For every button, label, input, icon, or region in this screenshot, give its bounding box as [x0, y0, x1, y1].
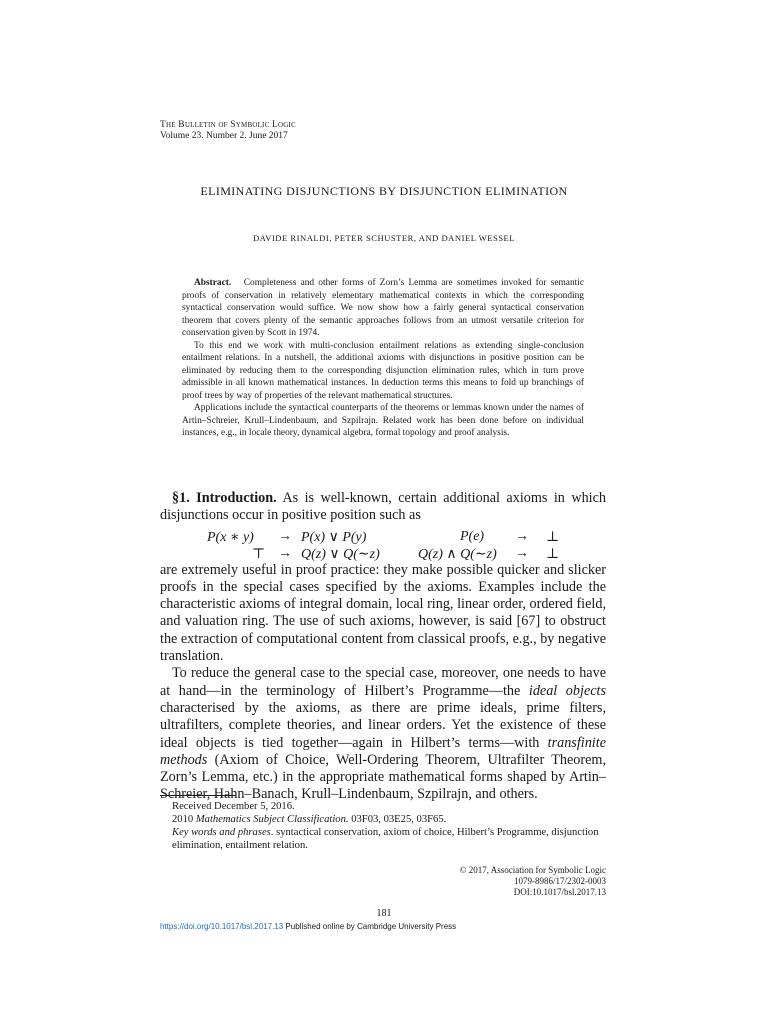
msc-year: 2010	[172, 814, 196, 825]
abstract-text-1: Completeness and other forms of Zorn’s Lemma are sometimes invoked for semantic proofs of conservation in relatively elementary mathematical contexts in which the corresponding syntactical conservation would suffice. We now show how a fairly general syntactical conservation theorem that covers plenty of the semantic approaches follows from an utmost versatile criterion for conservation given by Scott in 1974.	[182, 278, 585, 338]
formula-row-1	[160, 529, 606, 546]
paper-authors: DAVIDE RINALDI, PETER SCHUSTER, AND DANIEL WESSEL	[252, 233, 516, 243]
abstract-paragraph-2: To this end we work with multi-conclusion entailment relations as extending single-conclusion entailment relations. In a nutshell, the additional axioms with disjunctions in positive position can be eliminated by reducing them to the corresponding disjunction elimination rules, which in turn prove admissible in all known mathematical instances. In deduction terms this means to fold up branchings of proof trees by way of properties of the relevant mathematical structures.	[182, 340, 584, 401]
formula-2-lhs: P(e)	[460, 529, 485, 544]
intro-lead	[160, 490, 606, 525]
keywords-text: . syntactical conservation, axiom of choice, Hilbert’s Programme, disjunction elimination, entailment relation.	[172, 827, 599, 851]
formula-3-lhs: ⊤	[252, 547, 266, 562]
formula-1-lhs: P(x ∗ y)	[207, 530, 254, 545]
abstract-label: Abstract.	[194, 278, 232, 288]
abstract-paragraph-3: Applications include the syntactical counterparts of the theorems or lemmas known under the names of Artin–Schreier, Krull–Lindenbaum, and Szpilrajn. Related work has been done before on individual instances, e.g., in locale theory, dynamical algebra, formal topology and proof analysis.	[182, 403, 584, 438]
msc-line	[160, 813, 606, 826]
keywords-line	[160, 826, 606, 852]
received-date: Received December 5, 2016.	[172, 801, 295, 812]
formula-3-rhs: Q(z) ∨ Q(∼z)	[301, 547, 380, 562]
formula-4-rhs: ⊥	[546, 547, 560, 562]
paper-title: ELIMINATING DISJUNCTIONS BY DISJUNCTION ELIMINATION	[200, 184, 568, 198]
formula-4-arrow: →	[515, 546, 529, 561]
formula-1-rhs: P(x) ∨ P(y)	[301, 530, 367, 545]
copyright-line: © 2017, Association for Symbolic Logic	[459, 865, 606, 875]
journal-issue: Volume 23. Number 2. June 2017	[160, 131, 288, 141]
msc-label: Mathematics Subject Classification.	[195, 814, 349, 825]
formula-3-arrow: →	[278, 546, 292, 561]
formula-2-arrow: →	[515, 529, 529, 544]
formula-row-2	[160, 546, 606, 563]
keywords-label: Key words and phrases	[172, 827, 271, 838]
intro-paragraph-2	[160, 665, 606, 803]
doi-link[interactable]: https://doi.org/10.1017/bsl.2017.13	[160, 922, 284, 931]
abstract-paragraph-1	[182, 277, 584, 340]
intro-paragraph-1: are extremely useful in proof practice: they make possible quicker and slicker proofs in the special cases specified by the axioms. Examples include the characteristic axioms of integral domain, local ring, linear order, ordered field, and valuation ring. The use of such axioms, however, is said [67] to obstruct the extraction of computational content from classical proofs, e.g., by negative translation.	[160, 561, 606, 665]
footnote-divider	[160, 795, 236, 796]
intro-lead-text: As is well-known, certain additional axioms in which disjunctions occur in positive position such as	[160, 490, 606, 524]
abstract	[182, 277, 584, 440]
msc-codes: 03F03, 03E25, 03F65.	[348, 814, 447, 825]
ideal-objects-term: ideal objects	[528, 682, 606, 699]
doi-line: DOI:10.1017/bsl.2017.13	[513, 886, 606, 897]
page-number: 181	[376, 908, 392, 919]
axioms-display	[160, 529, 606, 563]
publication-footer	[160, 922, 456, 931]
intro-p2-part-c: (Axiom of Choice, Well-Ordering Theorem, Ultrafilter Theorem, Zorn’s Lemma, etc.) in the appropriate mathematical forms shaped by Artin–Schreier, Hahn–Banach, Krull–Lindenbaum, Szpilrajn, and others.	[160, 751, 606, 803]
intro-p2-part-a: To reduce the general case to the special case, moreover, one needs to have at hand—in the terminology of Hilbert’s Programme—the	[160, 665, 606, 699]
published-online-text: Published online by Cambridge University Press	[283, 922, 457, 931]
journal-name: The Bulletin of Symbolic Logic	[160, 120, 296, 130]
journal-header	[160, 120, 296, 142]
section-heading: §1. Introduction.	[172, 490, 277, 506]
copyright-block	[460, 865, 606, 897]
formula-4-lhs: Q(z) ∧ Q(∼z)	[418, 547, 497, 562]
formula-2-rhs: ⊥	[546, 530, 560, 545]
formula-1-arrow: →	[278, 529, 292, 544]
transfinite-methods-term: transfinite methods	[160, 734, 606, 768]
issn-line: 1079-8986/17/2302-0003	[514, 875, 606, 886]
footnotes	[160, 800, 606, 852]
intro-p2-part-b: characterised by the axioms, as there are prime ideals, prime filters, ultrafilters, complete theories, and linear orders. Yet the existence of these ideal objects is tied together—again in Hilbert’s terms—with	[160, 699, 606, 751]
